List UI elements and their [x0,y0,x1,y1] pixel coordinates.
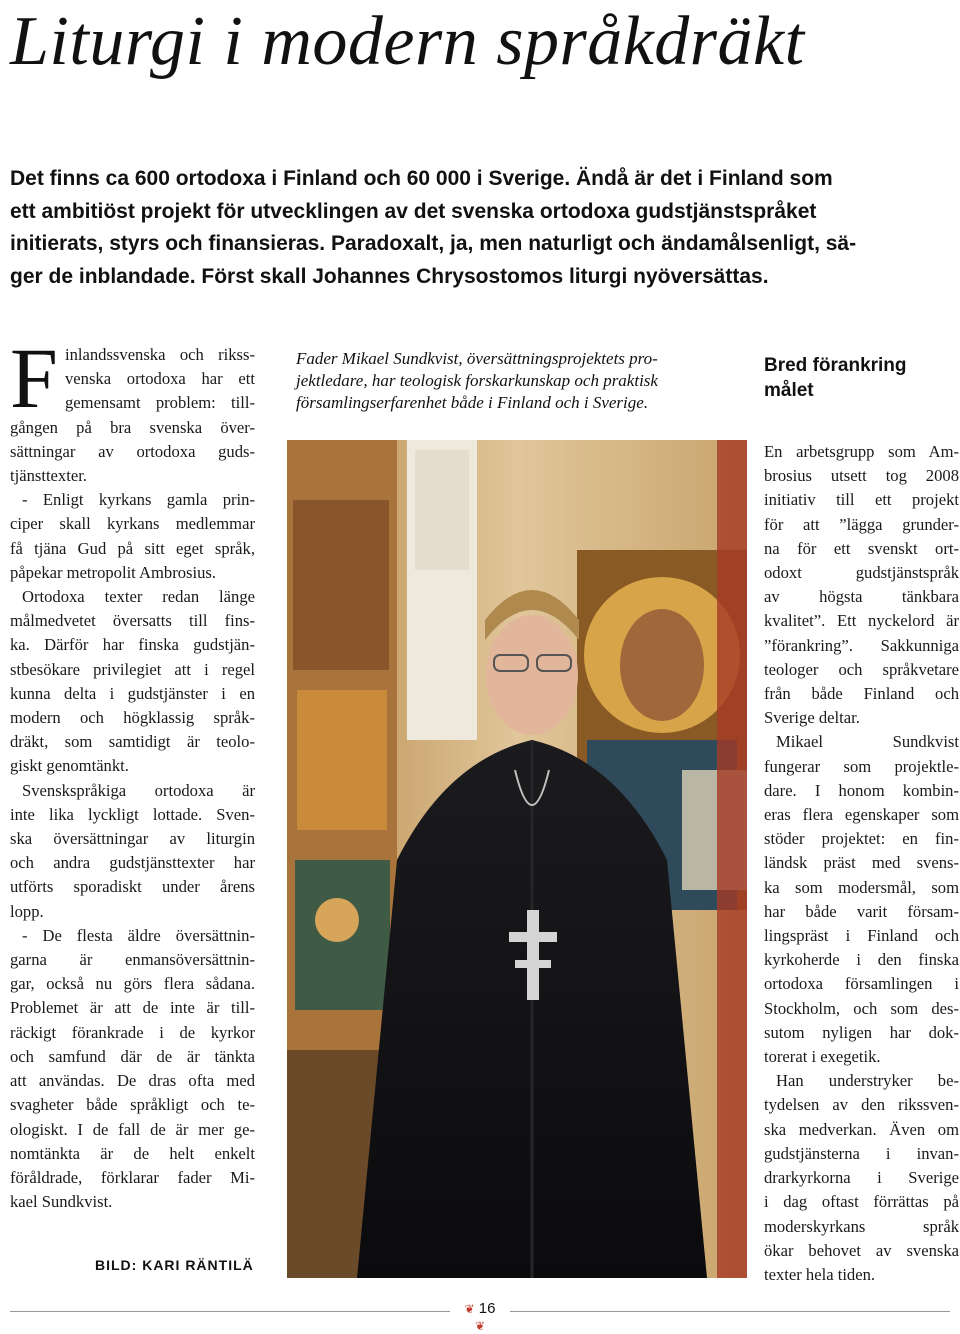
body-line: räckigt förankrade i de kyrkor [10,1022,255,1042]
body-line: kyrkoherde i den finska [764,950,959,970]
article-title: Liturgi i modern språkdräkt [10,3,805,80]
body-line: målmedvetet översatts till fins- [10,611,255,631]
body-line: texter hela tiden. [764,1264,876,1284]
page-number: 16 [478,1300,496,1317]
body-line: na för ett svenskt ort- [764,538,959,558]
body-line: stbesökare privilegiet att i regel [10,659,255,679]
caption-line: församlingserfarenhet både i Finland och i Sverige. [296,393,649,412]
photo-caption [296,348,736,414]
body-line: garna är enmansöversättnin- [10,950,255,970]
body-line: Mikael Sundkvist [776,732,959,752]
body-line: Problemet är att de inte är till- [10,998,255,1018]
body-line: i dag oftast förrättas på [764,1192,959,1212]
left-text-column [10,343,255,1214]
body-line: En arbetsgrupp som Am- [764,442,959,461]
body-line: ortodoxa församlingen i [764,974,959,994]
body-line: ka som modersmål, som [764,877,959,897]
body-line: svagheter både språkligt och te- [10,1095,255,1115]
lead-line: ger de inblandade. Först skall Johannes Chrysostomos liturgi nyöversättas. [10,264,769,288]
drop-cap: F [10,330,58,426]
body-line: och andra gudstjänsttexter har [10,853,255,873]
body-line: för att ”lägga grunder- [764,514,959,534]
body-line: - De flesta äldre översättnin- [22,925,255,945]
body-line: ska översättningar av liturgin [10,829,255,849]
section-heading-line: målet [764,380,814,401]
body-line: fungerar som projektle- [764,756,959,776]
body-line: - Enligt kyrkans gamla prin- [22,490,255,510]
body-line: modern och högklassig språk- [10,708,255,728]
body-line: Ortodoxa texter redan länge [22,587,255,607]
body-line: kael Sundkvist. [10,1192,113,1212]
body-line: ökar behovet av svenska [764,1240,959,1260]
body-line: inte lika lyckligt lottade. Sven- [10,804,255,824]
body-line: få tjäna Gud på sitt eget språk, [10,538,255,558]
body-line: dräkt, som samtidigt är teolo- [10,732,255,752]
footer-rule-left [10,1311,450,1312]
body-line: giskt genomtänkt. [10,756,129,776]
body-line: av högsta tänkbara [764,587,959,607]
body-line: lopp. [10,901,44,921]
body-line: Sverige deltar. [764,708,860,728]
body-line: ländsk präst med svens- [764,853,959,873]
body-line: påpekar metropolit Ambrosius. [10,562,217,582]
body-line: gemensamt problem: till- [65,393,255,413]
body-line: ciper skall kyrkans medlemmar [10,514,255,534]
ornament-icon: ❦ [474,1319,486,1333]
body-line: tjänsttexter. [10,466,87,486]
photo-credit: BILD: KARI RÄNTILÄ [95,1257,254,1273]
body-line: ka. Därför har finska gudstjän- [10,635,255,655]
body-line: dare. I honom kombin- [764,780,959,800]
body-line: föråldrade, förklarar fader Mi- [10,1167,255,1187]
body-line: kvalitet”. Ett nyckelord är [764,611,959,631]
body-line: och samfund där de är tänkta [10,1046,255,1066]
body-line: nomtänkta är de helt enkelt [10,1143,255,1163]
ornament-icon: ❦ [464,1302,475,1316]
body-line: sättningar av ortodoxa guds- [10,441,255,461]
body-line: teologer och språkvetare [764,659,959,679]
body-line: gar, också nu görs flera sådana. [10,974,255,994]
body-line: sutom nyligen har dok- [764,1022,959,1042]
body-line: Svenskspråkiga ortodoxa är [22,780,255,800]
body-line: lingspräst i Finland och [764,926,959,946]
lead-line: Det finns ca 600 ortodoxa i Finland och 60 000 i Sverige. Ändå är det i Finland som [10,167,833,190]
page-number-block [458,1300,502,1334]
body-line: gudstjänsterna i invan- [764,1143,959,1163]
body-line: venska ortodoxa har ett [65,369,255,389]
body-line: ”förankring”. Sakkunniga [764,635,959,655]
body-line: torerat i exegetik. [764,1047,881,1067]
body-line: moderskyrkans språk [764,1216,959,1236]
body-line: brosius utsett tog 2008 [764,466,959,486]
priest-photo-illustration [287,440,747,1278]
lead-line: ett ambitiöst projekt för utvecklingen av det svenska ortodoxa gudstjänstspråket [10,199,817,223]
body-line: har både varit försam- [764,901,959,921]
body-line: ska medverkan. Även om [764,1119,959,1139]
body-line: gången på bra svenska över- [10,417,255,437]
body-line: från både Finland och [764,684,959,704]
lead-line: initierats, styrs och finansieras. Paradoxalt, ja, men naturligt och ändamålsenligt, sä- [10,232,857,255]
body-line: Han understryker be- [776,1071,959,1091]
body-line: inlandssvenska och rikss- [65,345,255,364]
body-line: Stockholm, och som des- [764,998,959,1018]
section-heading [764,353,954,403]
body-line: drarkyrkorna i Sverige [764,1168,959,1188]
lead-paragraph [10,163,950,293]
caption-line: jektledare, har teologisk forskarkunskap och praktisk [296,371,658,390]
body-line: tydelsen av den rikssven- [764,1095,959,1115]
body-line: eras flera egenskaper som [764,805,959,825]
section-heading-line: Bred förankring [764,355,907,376]
body-line: initiativ till ett projekt [764,490,959,510]
body-line: odoxt gudstjänstspråk [764,563,959,583]
body-line: utförts sporadiskt under årens [10,877,255,897]
right-text-column [764,440,959,1287]
footer-rule-right [510,1311,950,1312]
priest-photo [287,440,747,1278]
caption-line: Fader Mikael Sundkvist, översättningsprojektets pro- [296,349,658,368]
body-line: stöder projektet: en fin- [764,829,959,849]
body-line: kunna delta i gudstjänster i en [10,683,255,703]
body-line: ologiskt. I de fall de är mer ge- [10,1119,255,1139]
body-line: att användas. De dras ofta med [10,1071,255,1091]
